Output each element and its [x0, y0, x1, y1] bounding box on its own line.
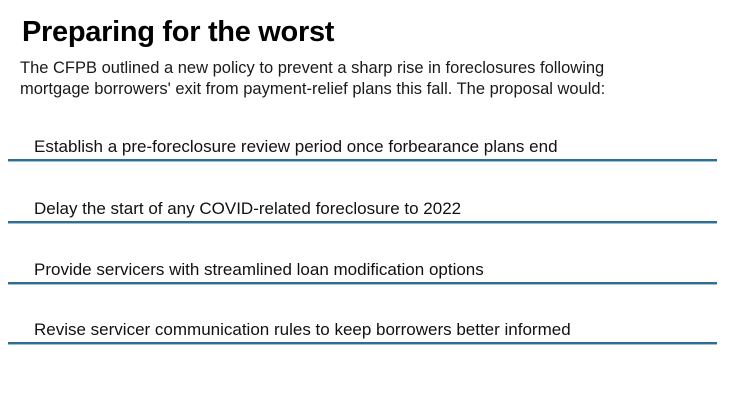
list-item — [8, 199, 717, 224]
divider — [8, 221, 717, 224]
divider — [8, 282, 717, 285]
intro-paragraph — [20, 58, 605, 100]
page-title: Preparing for the worst — [22, 16, 335, 48]
list-item — [8, 320, 717, 345]
list-item — [8, 137, 717, 162]
divider — [8, 342, 717, 345]
list-item — [8, 260, 717, 285]
intro-line-1: The CFPB outlined a new policy to prevent a sharp rise in foreclosures following — [20, 59, 605, 77]
proposal-label: Delay the start of any COVID-related foreclosure to 2022 — [34, 199, 462, 218]
proposal-label: Establish a pre-foreclosure review period once forbearance plans end — [34, 137, 558, 156]
intro-line-2: mortgage borrowers' exit from payment-relief plans this fall. The proposal would: — [20, 80, 606, 98]
divider — [8, 159, 717, 162]
proposal-label: Provide servicers with streamlined loan modification options — [34, 260, 484, 279]
proposal-label: Revise servicer communication rules to keep borrowers better informed — [34, 320, 571, 339]
